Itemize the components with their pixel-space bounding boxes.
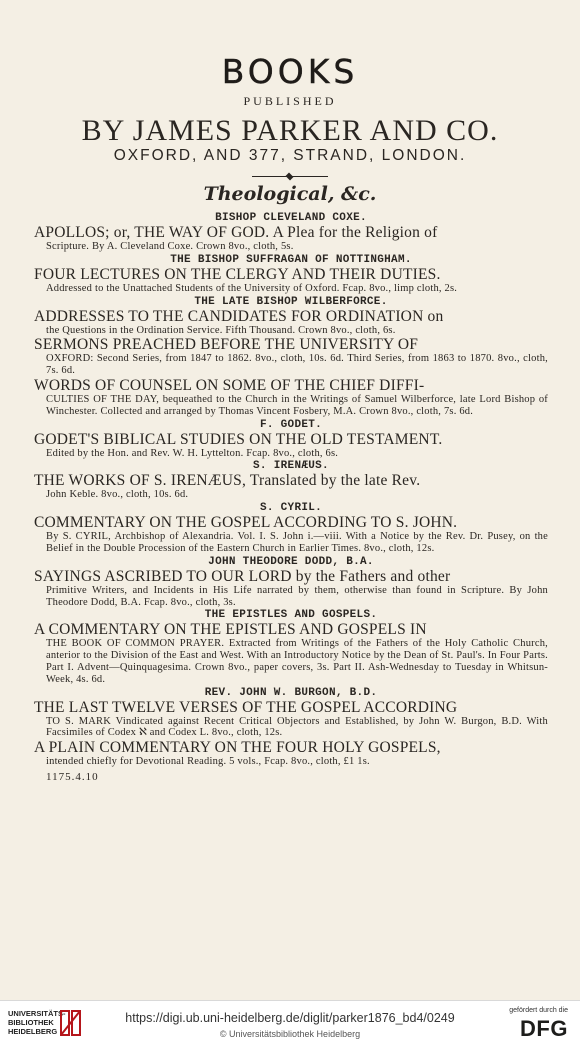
entry-title: WORDS OF COUNSEL ON SOME OF THE CHIEF DIFFI- <box>34 376 425 394</box>
entry-author: JOHN THEODORE DODD, B.A. <box>208 555 374 568</box>
entry-description: TO S. MARK Vindicated against Recent Critical Objectors and Established, by John W. Burgon, B.D. With Facsimiles of Codex ℵ and Codex L. 8vo., cloth, 12s. <box>46 715 548 739</box>
dfg-logo: DFG <box>520 1016 568 1041</box>
list-item <box>34 212 548 253</box>
section-title: Theological, &c. <box>203 183 377 205</box>
entry-author: THE EPISTLES AND GOSPELS. <box>204 609 378 622</box>
ornament-diamond-icon <box>286 173 294 181</box>
entry-author: F. GODET. <box>259 418 323 431</box>
publisher-name: BY JAMES PARKER AND CO. <box>81 114 499 147</box>
permalink-link[interactable]: https://digi.ub.uni-heidelberg.de/diglit/parker1876_bd4/0249 <box>125 1011 455 1025</box>
list-item <box>34 378 548 418</box>
entry-author: REV. JOHN W. BURGON, B.D. <box>204 686 378 699</box>
published-label: PUBLISHED <box>243 94 337 108</box>
entry-title: ADDRESSES TO THE CANDIDATES FOR ORDINATION on <box>34 307 444 325</box>
entry-description: CULTIES OF THE DAY, bequeathed to the Church in the Writings of Samuel Wilberforce, late Lord Bishop of Winchester. Collected and arranged by Thomas Vincent Fosbery, M.A. Crown 8vo., cloth, 7s. 6d. <box>46 393 548 417</box>
list-item <box>34 419 548 460</box>
entry-description: John Keble. 8vo., cloth, 10s. 6d. <box>46 489 189 501</box>
publisher-address: OXFORD, AND 377, STRAND, LONDON. <box>113 147 467 164</box>
list-item <box>34 609 548 685</box>
entry-title: FOUR LECTURES ON THE CLERGY AND THEIR DUTIES. <box>34 265 441 283</box>
entry-title: THE LAST TWELVE VERSES OF THE GOSPEL ACCORDING <box>34 698 458 716</box>
entry-title: A COMMENTARY ON THE EPISTLES AND GOSPELS IN <box>34 621 427 639</box>
list-item <box>34 337 548 377</box>
library-name: UNIVERSITÄTS-BIBLIOTHEK HEIDELBERG <box>8 1009 66 1036</box>
entry-description: By S. CYRIL, Archbishop of Alexandria. Vol. I. S. John i.—viii. With a Notice by the Rev. Dr. Pusey, on the Belief in the Double Procession of the Eastern Church in Earlier Times. 8vo., cloth, 12s. <box>46 531 548 554</box>
list-item <box>34 740 548 768</box>
entry-description: Primitive Writers, and Incidents in His Life narrated by them, otherwise than found in Scripture. By John Theodore Dodd, B.A. Fcap. 8vo., cloth, 3s. <box>46 584 548 608</box>
entry-description: OXFORD: Second Series, from 1847 to 1862. 8vo., cloth, 10s. 6d. Third Series, from 1863 to 1870. 8vo., cloth, 7s. 6d. <box>46 353 548 377</box>
entry-title: A PLAIN COMMENTARY ON THE FOUR HOLY GOSPELS, <box>34 739 441 757</box>
list-item <box>34 502 548 555</box>
entry-author: THE BISHOP SUFFRAGAN OF NOTTINGHAM. <box>170 253 412 266</box>
entry-description: intended chiefly for Devotional Reading. 5 vols., Fcap. 8vo., cloth, £1 1s. <box>46 756 370 768</box>
entry-author: S. CYRIL. <box>259 502 323 515</box>
entry-author: S. IRENÆUS. <box>253 460 329 473</box>
entry-description: Addressed to the Unattached Students of the University of Oxford. Fcap. 8vo., limp cloth, 2s. <box>46 282 458 294</box>
list-item <box>34 556 548 609</box>
books-heading: BOOKS <box>221 52 359 91</box>
entry-author: THE LATE BISHOP WILBERFORCE. <box>194 295 388 308</box>
entry-title: SAYINGS ASCRIBED TO OUR LORD by the Fathers and other <box>34 567 451 585</box>
entry-title: APOLLOS; or, THE WAY OF GOD. A Plea for the Religion of <box>34 224 438 241</box>
entry-title: COMMENTARY ON THE GOSPEL ACCORDING TO S. JOHN. <box>34 514 458 532</box>
printer-signature: 1175.4.10 <box>46 770 99 783</box>
entry-description: Edited by the Hon. and Rev. W. H. Lyttelton. Fcap. 8vo., cloth, 6s. <box>46 447 339 459</box>
list-item <box>34 254 548 295</box>
list-item <box>34 687 548 740</box>
list-item <box>34 296 548 337</box>
list-item <box>34 460 548 501</box>
funding-label: gefördert durch die <box>509 1007 568 1014</box>
entry-description: THE BOOK OF COMMON PRAYER. Extracted from Writings of the Fathers of the Holy Catholic Church, anterior to the Division of the East and West. With an Introductory Notice by the Dean of St. Paul's. In Four Parts. Part I. Advent—Quinquagesima. Crown 8vo., paper covers, 3s. Part II. Ash-Wednesday to Tuesday in Whitsun-Week, 4s. 6d. <box>46 638 548 685</box>
book-list <box>34 211 548 783</box>
entry-title: SERMONS PREACHED BEFORE THE UNIVERSITY OF <box>34 336 419 354</box>
viewer-footer <box>0 1000 580 1046</box>
entry-title: THE WORKS OF S. IRENÆUS, Translated by the late Rev. <box>34 472 421 490</box>
entry-description: Scripture. By A. Cleveland Coxe. Crown 8vo., cloth, 5s. <box>46 241 294 252</box>
entry-description: the Questions in the Ordination Service. Fifth Thousand. Crown 8vo., cloth, 6s. <box>46 324 396 336</box>
entry-title: GODET'S BIBLICAL STUDIES ON THE OLD TESTAMENT. <box>34 430 443 448</box>
copyright-notice: © Universitätsbibliothek Heidelberg <box>219 1029 361 1039</box>
entry-author: BISHOP CLEVELAND COXE. <box>215 212 367 224</box>
